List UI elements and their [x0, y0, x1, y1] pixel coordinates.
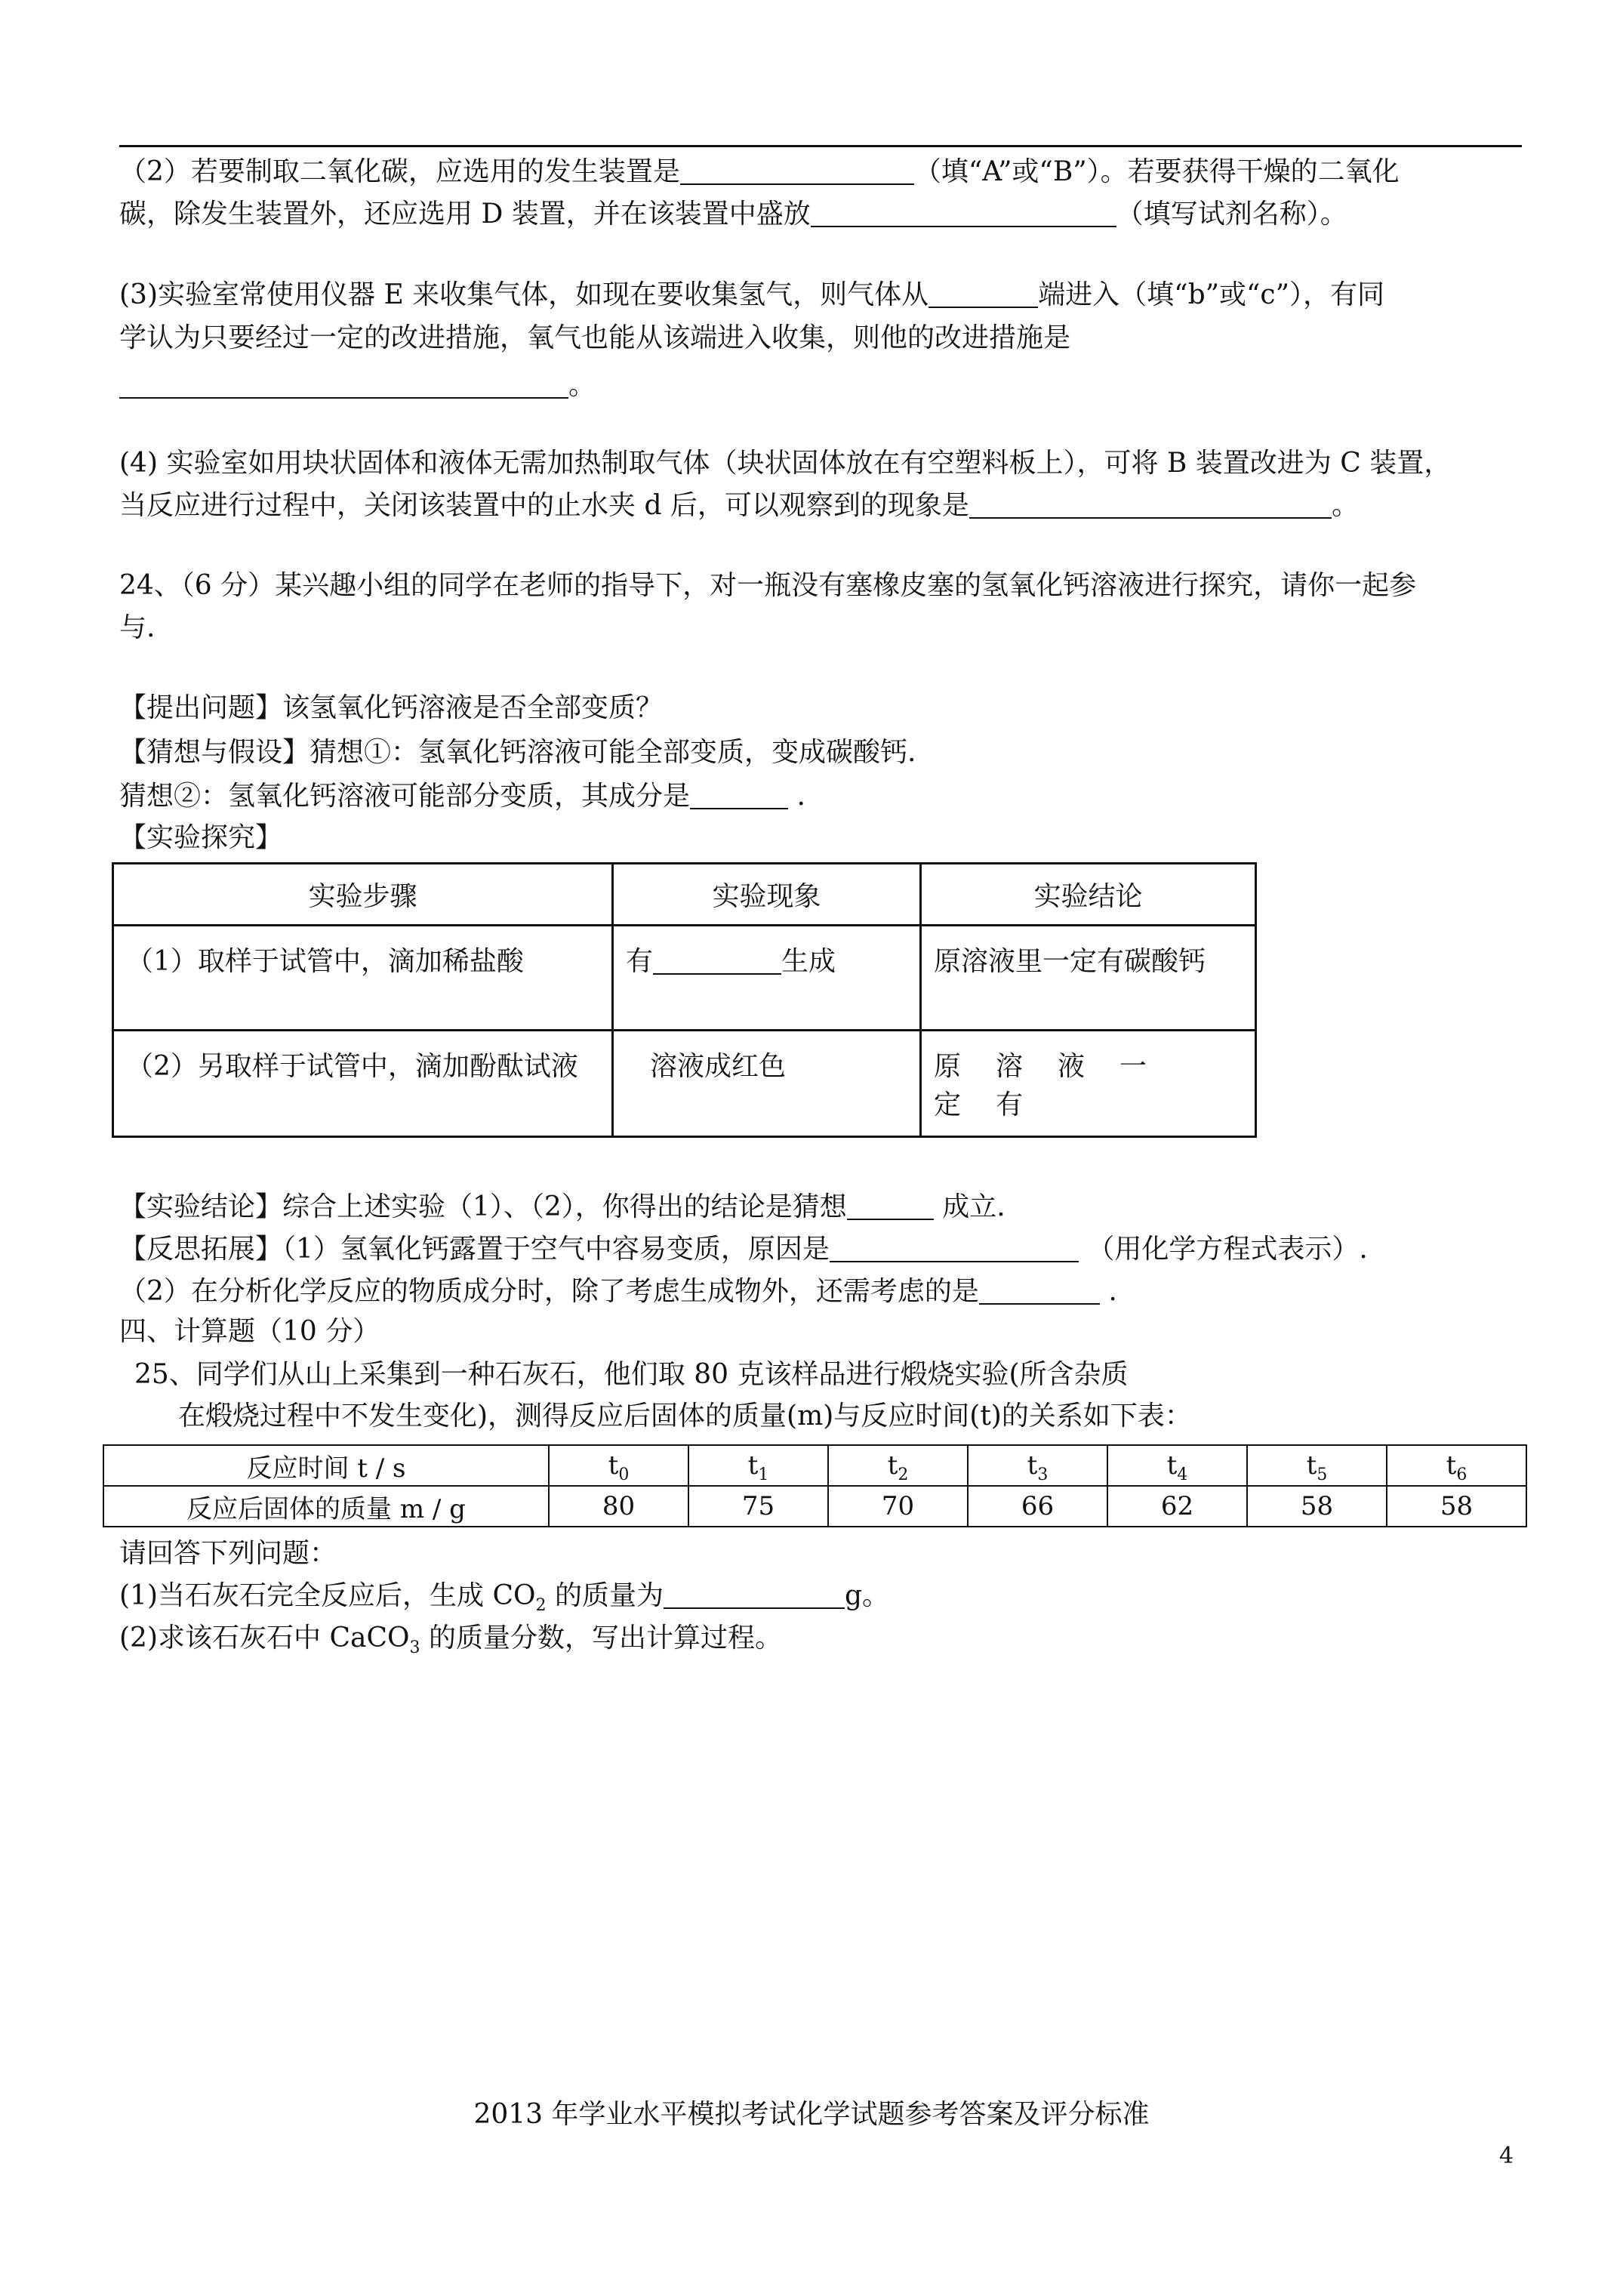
answer-blank[interactable] — [664, 1580, 845, 1609]
time-cell: $t_6$ — [1387, 1445, 1526, 1486]
q25-intro-line2: 在煅烧过程中不发生变化)，测得反应后固体的质量(m)与反应时间(t)的关系如下表： — [178, 1401, 1192, 1432]
q23-part2-line1: （2）若要制取二氧化碳，应选用的发生装置是 （填“A”或“B”）。若要获得干燥的二氧化 — [119, 156, 1400, 187]
q24-conclusion: 【实验结论】综合上述实验（1）、（2），你得出的结论是猜想 成立. — [119, 1191, 1006, 1222]
time-cell: $t_1$ — [688, 1445, 828, 1486]
table-header-row — [113, 864, 1256, 926]
q24-hypothesis1: 【猜想与假设】猜想①：氢氧化钙溶液可能全部变质，变成碳酸钙. — [119, 737, 916, 768]
mass-cell: 62 — [1107, 1486, 1247, 1527]
mass-cell: 70 — [828, 1486, 968, 1527]
answer-blank[interactable] — [680, 156, 914, 185]
answer-blank[interactable] — [653, 946, 781, 975]
q23-part3-line3: 。 — [119, 368, 596, 404]
mass-cell: 58 — [1387, 1486, 1526, 1527]
q25-question1: (1)当石灰石完全反应后，生成 $CO_2$ 的质量为 g。 — [119, 1580, 889, 1615]
mass-time-table — [103, 1444, 1527, 1527]
time-cell: $t_5$ — [1247, 1445, 1387, 1486]
table-row — [113, 1031, 1256, 1137]
time-cell: $t_0$ — [549, 1445, 688, 1486]
mass-cell: 75 — [688, 1486, 828, 1527]
row1-step: （1）取样于试管中，滴加稀盐酸 — [113, 926, 613, 1031]
time-cell: $t_2$ — [828, 1445, 968, 1486]
answer-blank[interactable] — [969, 490, 1332, 519]
row2-phenomenon: 溶液成红色 — [613, 1031, 921, 1137]
q23-part2-line2: 碳，除发生装置外，还应选用 D 装置，并在该装置中盛放 （填写试剂名称）。 — [119, 199, 1347, 230]
table-row — [113, 926, 1256, 1031]
header-conclusion: 实验结论 — [921, 864, 1256, 926]
section-heading: 四、计算题（10 分） — [119, 1316, 380, 1347]
answer-blank[interactable] — [847, 1191, 934, 1220]
answer-blank[interactable] — [979, 1276, 1100, 1305]
header-step: 实验步骤 — [113, 864, 613, 926]
time-label: 反应时间 t / s — [103, 1445, 549, 1486]
row1-conclusion: 原溶液里一定有碳酸钙 — [921, 926, 1256, 1031]
answer-blank[interactable] — [929, 279, 1038, 308]
row1-phenomenon: 有 生成 — [613, 926, 921, 1031]
q24-question: 【提出问题】该氢氧化钙溶液是否全部变质？ — [119, 692, 664, 723]
experiment-table — [112, 862, 1257, 1138]
time-row — [103, 1445, 1526, 1486]
q24-explore-heading: 【实验探究】 — [119, 822, 283, 853]
mass-cell: 58 — [1247, 1486, 1387, 1527]
q24-reflection1: 【反思拓展】（1）氢氧化钙露置于空气中容易变质，原因是 （用化学方程式表示）. — [119, 1234, 1368, 1265]
time-cell: $t_3$ — [968, 1445, 1107, 1486]
answer-key-title: 2013 年学业水平模拟考试化学试题参考答案及评分标准 — [473, 2099, 1150, 2130]
q25-intro-line1: 25、同学们从山上采集到一种石灰石，他们取 80 克该样品进行煅烧实验(所含杂质 — [134, 1359, 1129, 1390]
q24-intro-line2: 与. — [119, 612, 156, 643]
mass-row — [103, 1486, 1526, 1527]
mass-cell: 66 — [968, 1486, 1107, 1527]
q23-part4-line2: 当反应进行过程中，关闭该装置中的止水夹 d 后，可以观察到的现象是 。 — [119, 490, 1359, 521]
row2-step: （2）另取样于试管中，滴加酚酞试液 — [113, 1031, 613, 1137]
q23-part3-line2: 学认为只要经过一定的改进措施，氧气也能从该端进入收集，则他的改进措施是 — [119, 322, 1071, 353]
q24-hypothesis2: 猜想②：氢氧化钙溶液可能部分变质，其成分是 . — [119, 781, 805, 812]
page-number: 4 — [1499, 2143, 1514, 2169]
q25-question2: (2)求该石灰石中 CaCO$_3$ 的质量分数，写出计算过程。 — [119, 1623, 782, 1657]
top-rule — [119, 145, 1522, 147]
header-phenomenon: 实验现象 — [613, 864, 921, 926]
time-cell: $t_4$ — [1107, 1445, 1247, 1486]
mass-label: 反应后固体的质量 m / g — [103, 1486, 549, 1527]
q25-ask: 请回答下列问题： — [119, 1538, 337, 1569]
q23-part3-line1: (3)实验室常使用仪器 E 来收集气体，如现在要收集氢气，则气体从 端进入（填“b”或“c”），有同 — [119, 279, 1384, 310]
row2-conclusion: 原溶液一定有 — [921, 1031, 1256, 1137]
q24-intro-line1: 24、（6 分）某兴趣小组的同学在老师的指导下，对一瓶没有塞橡皮塞的氢氧化钙溶液进行探究，请你一起参 — [119, 570, 1417, 601]
answer-blank[interactable] — [811, 199, 1116, 227]
answer-blank[interactable] — [119, 370, 568, 399]
answer-blank[interactable] — [830, 1234, 1079, 1262]
answer-blank[interactable] — [690, 781, 788, 809]
q23-part4-line1: (4) 实验室如用块状固体和液体无需加热制取气体（块状固体放在有空塑料板上），可将 B 装置改进为 C 装置， — [119, 448, 1452, 479]
q24-reflection2: （2）在分析化学反应的物质成分时，除了考虑生成物外，还需考虑的是 . — [119, 1276, 1117, 1307]
mass-cell: 80 — [549, 1486, 688, 1527]
